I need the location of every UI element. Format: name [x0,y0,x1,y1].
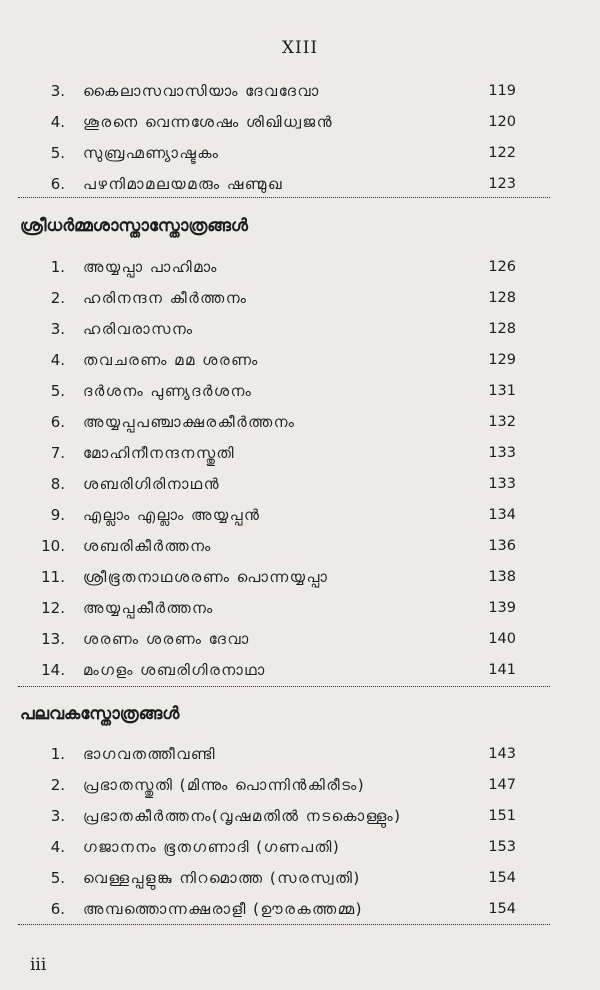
entry-page: 133 [488,445,516,461]
divider [18,197,550,198]
entry-title: മംഗളം ശബരിഗിരനാഥാ [83,661,266,679]
entry-page: 131 [488,383,516,399]
entry-title: ശബരിഗിരിനാഥൻ [83,475,221,493]
entry-number: 9. [50,506,65,524]
section-heading: ശ്രീധർമ്മശാസ്താസ്തോത്രങ്ങൾ [20,216,248,236]
entry-number: 11. [41,568,65,586]
entry-page: 133 [488,476,516,492]
entry-number: 8. [50,475,65,493]
entry-title: അയ്യപ്പാ പാഹിമാം [83,258,218,276]
entry-number: 10. [41,537,65,555]
toc-entry [0,593,600,623]
entry-number: 12. [41,599,65,617]
entry-page: 136 [488,538,516,554]
toc-entry [0,169,600,199]
toc-entry [0,345,600,375]
entry-page: 151 [488,808,516,824]
entry-page: 154 [488,901,516,917]
entry-page: 128 [488,321,516,337]
entry-number: 3. [50,807,65,825]
entry-page: 147 [488,777,516,793]
entry-number: 2. [50,776,65,794]
toc-entry [0,107,600,137]
entry-number: 14. [41,661,65,679]
toc-entry [0,655,600,685]
entry-number: 3. [50,320,65,338]
toc-entry [0,252,600,282]
entry-page: 140 [488,631,516,647]
entry-title: ശൂരനെ വെന്നശേഷം ശിഖിധ്വജൻ [83,113,334,131]
toc-entry [0,283,600,313]
entry-title: ശ്രീഭൂതനാഥശരണം പൊന്നയ്യപ്പാ [83,568,329,586]
entry-page: 143 [488,746,516,762]
toc-entry [0,500,600,530]
toc-entry [0,438,600,468]
divider [18,686,550,687]
toc-entry [0,138,600,168]
entry-title: കൈലാസവാസിയാം ദേവദേവാ [83,82,320,100]
entry-number: 4. [50,351,65,369]
entry-page: 119 [488,83,516,99]
entry-number: 1. [50,745,65,763]
entry-page: 129 [488,352,516,368]
toc-entry [0,531,600,561]
toc-entry [0,314,600,344]
entry-number: 5. [50,382,65,400]
entry-title: തവചരണം മമ ശരണം [83,351,259,369]
entry-page: 122 [488,145,516,161]
entry-number: 6. [50,413,65,431]
toc-entry [0,894,600,924]
entry-number: 3. [50,82,65,100]
entry-title: അമ്പത്തൊന്നക്ഷരാളീ (ഊരകത്തമ്മ) [83,900,363,918]
entry-title: ഹരിവരാസനം [83,320,194,338]
entry-title: അയ്യപ്പകീർത്തനം [83,599,214,617]
entry-number: 4. [50,113,65,131]
entry-page: 120 [488,114,516,130]
toc-entry [0,376,600,406]
toc-entry [0,863,600,893]
entry-title: സുബ്രഹ്മണ്യാഷ്ടകം [83,144,220,162]
entry-title: പ്രഭാതസ്തുതി (മിന്നും പൊന്നിൻകിരീടം) [83,776,366,794]
entry-page: 123 [488,176,516,192]
entry-number: 2. [50,289,65,307]
entry-title: ദർശനം പുണ്യദർശനം [83,382,253,400]
toc-entry [0,739,600,769]
entry-page: 126 [488,259,516,275]
entry-number: 5. [50,869,65,887]
toc-entry [0,770,600,800]
toc-entry [0,407,600,437]
toc-entry [0,832,600,862]
entry-title: ഹരിനന്ദന കീർത്തനം [83,289,248,307]
entry-title: പ്രഭാതകീർത്തനം(വൃഷമതിൽ നടകൊള്ളും) [83,807,402,825]
footer-page-marker: iii [30,955,47,975]
entry-number: 4. [50,838,65,856]
entry-page: 154 [488,870,516,886]
toc-entry [0,469,600,499]
entry-page: 139 [488,600,516,616]
entry-page: 134 [488,507,516,523]
entry-page: 132 [488,414,516,430]
entry-title: എല്ലാം എല്ലാം അയ്യപ്പൻ [83,506,261,524]
entry-number: 6. [50,900,65,918]
entry-title: ഭാഗവതത്തീവണ്ടി [83,745,216,763]
section-heading: പലവകസ്തോത്രങ്ങൾ [20,704,180,724]
entry-title: വെള്ളപ്പളുങ്കു നിറമൊത്ത (സരസ്വതി) [83,869,361,887]
entry-number: 6. [50,175,65,193]
entry-number: 1. [50,258,65,276]
toc-entry [0,562,600,592]
toc-entry [0,801,600,831]
entry-title: അയ്യപ്പപഞ്ചാക്ഷരകീർത്തനം [83,413,296,431]
divider [18,924,550,925]
entry-number: 7. [50,444,65,462]
entry-title: ശരണം ശരണം ദേവാ [83,630,250,648]
entry-title: പഴനിമാമലയമരും ഷണ്മുഖ [83,175,284,193]
entry-title: ഗജാനനം ഭൂതഗണാദി (ഗണപതി) [83,838,341,856]
toc-entry [0,76,600,106]
entry-title: ശബരികീർത്തനം [83,537,212,555]
entry-page: 138 [488,569,516,585]
entry-number: 13. [41,630,65,648]
entry-number: 5. [50,144,65,162]
entry-title: മോഹിനീനന്ദനസ്തുതി [83,444,236,462]
page-number: XIII [281,38,319,58]
entry-page: 141 [488,662,516,678]
entry-page: 128 [488,290,516,306]
toc-entry [0,624,600,654]
entry-page: 153 [488,839,516,855]
